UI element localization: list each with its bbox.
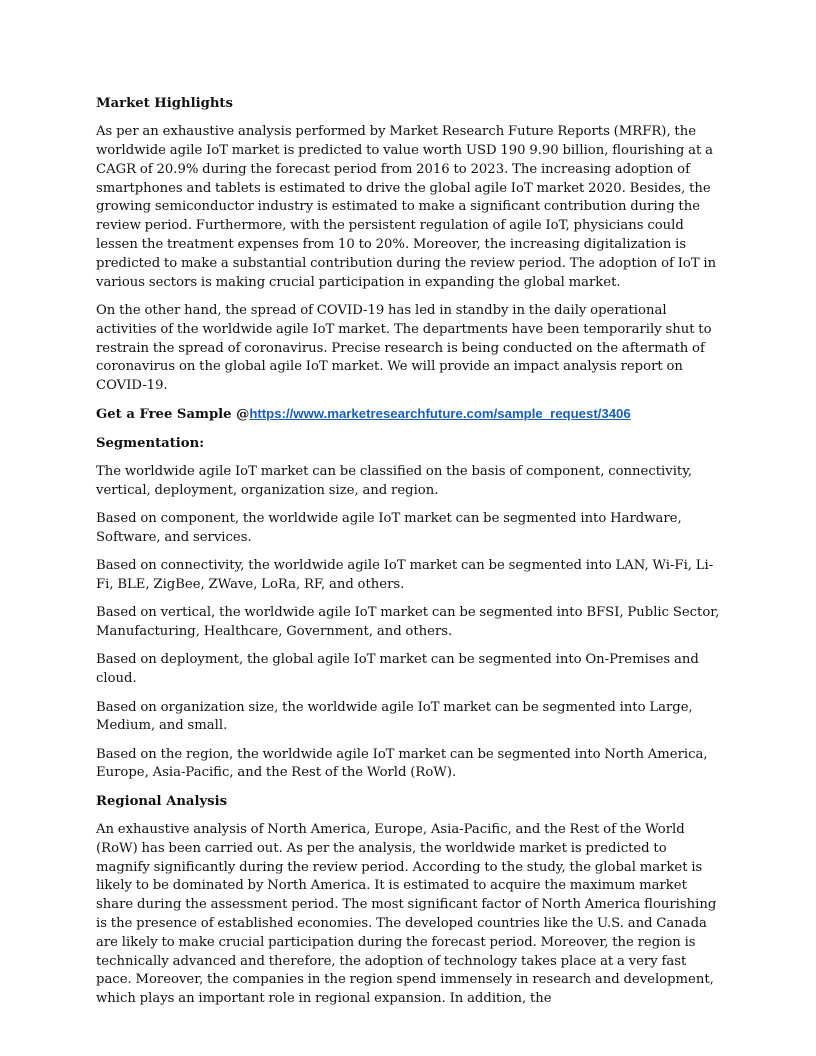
market-highlights-paragraph-2: On the other hand, the spread of COVID-19 has led in standby in the daily operational activities of the worldwide agile IoT market. The departments have been temporarily shut to restrain the spread of coronavirus. Precise research is being conducted on the aftermath of coronavirus on the global agile IoT market. We will provide an impact analysis report on COVID-19.	[96, 302, 712, 394]
segmentation-paragraph-3: Based on connectivity, the worldwide agile IoT market can be segmented into LAN, Wi-Fi, Li-Fi, BLE, ZigBee, ZWave, LoRa, RF, and others.	[96, 558, 714, 593]
market-highlights-paragraph-1: As per an exhaustive analysis performed by Market Research Future Reports (MRFR), the worldwide agile IoT market is predicted to value worth USD 190 9.90 billion, flourishing at a CAGR of 20.9% during the forecast period from 2016 to 2023. The increasing adoption of smartphones and tablets is estimated to drive the global agile IoT market 2020. Besides, the growing semiconductor industry is estimated to make a significant contribution during the review period. Furthermore, with the persistent regulation of agile IoT, physicians could lessen the treatment expenses from 10 to 20%. Moreover, the increasing digitalization is predicted to make a substantial contribution during the review period. The adoption of IoT in various sectors is making crucial participation in expanding the global market.	[96, 124, 717, 290]
document-page	[96, 95, 720, 1018]
segmentation-paragraph-4: Based on vertical, the worldwide agile IoT market can be segmented into BFSI, Public Sector, Manufacturing, Healthcare, Government, and others.	[96, 605, 720, 640]
sample-request-link[interactable]: https://www.marketresearchfuture.com/sample_request/3406	[249, 406, 631, 422]
free-sample-line	[96, 405, 720, 425]
free-sample-prefix: Get a Free Sample @	[96, 407, 250, 423]
regional-analysis-heading: Regional Analysis	[96, 793, 228, 809]
regional-analysis-paragraph-1: An exhaustive analysis of North America, Europe, Asia-Pacific, and the Rest of the World (RoW) has been carried out. As per the analysis, the worldwide market is predicted to magnify significantly during the review period. According to the study, the global market is likely to be dominated by North America. It is estimated to acquire the maximum market share during the assessment period. The most significant factor of North America flourishing is the presence of established economies. The developed countries like the U.S. and Canada are likely to make crucial participation during the forecast period. Moreover, the region is technically advanced and therefore, the adoption of technology takes place at a very fast pace. Moreover, the companies in the region spend immensely in research and development, which plays an important role in regional expansion. In addition, the	[96, 822, 717, 1007]
market-highlights-heading: Market Highlights	[96, 96, 233, 111]
segmentation-paragraph-5: Based on deployment, the global agile IoT market can be segmented into On-Premises and cloud.	[96, 652, 699, 687]
segmentation-paragraph-2: Based on component, the worldwide agile IoT market can be segmented into Hardware, Software, and services.	[96, 511, 682, 545]
segmentation-heading: Segmentation:	[96, 435, 205, 451]
segmentation-paragraph-1: The worldwide agile IoT market can be classified on the basis of component, connectivity, vertical, deployment, organization size, and region.	[96, 464, 693, 498]
segmentation-paragraph-7: Based on the region, the worldwide agile IoT market can be segmented into North America, Europe, Asia-Pacific, and the Rest of the World (RoW).	[96, 746, 708, 781]
segmentation-paragraph-6: Based on organization size, the worldwide agile IoT market can be segmented into Large, Medium, and small.	[96, 699, 693, 734]
